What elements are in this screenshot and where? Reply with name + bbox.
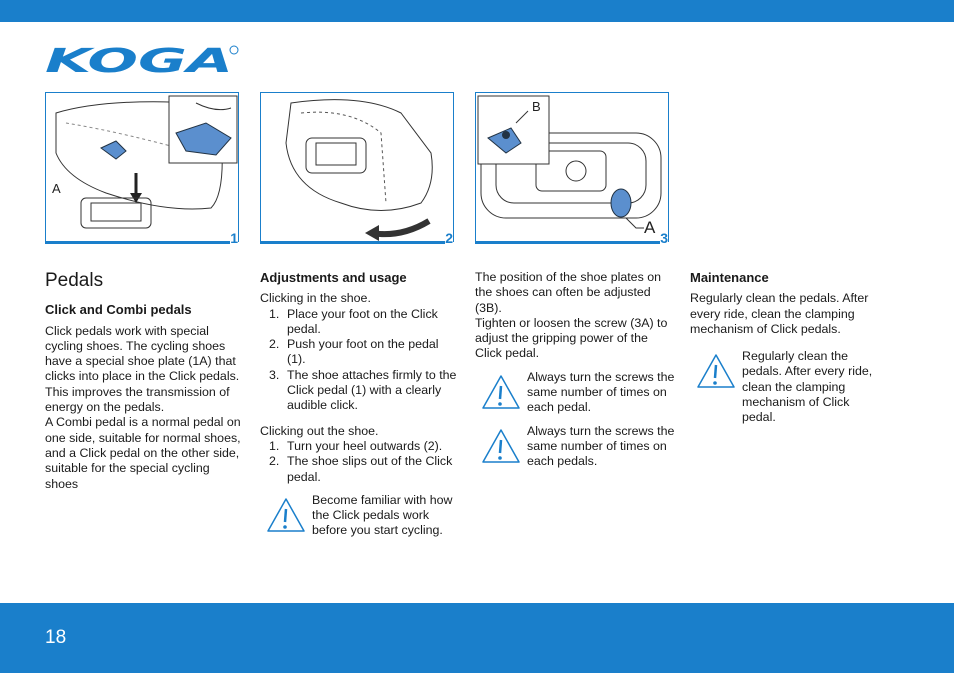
paragraph: Tighten or loosen the screw (3A) to adjust the gripping power of the Click pedal. — [475, 315, 668, 361]
list-item: 1. Place your foot on the Click pedal. — [269, 306, 438, 336]
column-shoe-plates — [475, 270, 675, 470]
paragraph: A Combi pedal is a normal pedal on one side, suitable for normal shoes, and a Click pedal on the other side, suitable for the special cycling shoes — [45, 415, 241, 491]
subsection-title: Click and Combi pedals — [45, 302, 192, 318]
figure-1-number: 1 — [230, 230, 238, 246]
paragraph: The position of the shoe plates on the shoes can often be adjusted (3B). — [475, 270, 661, 315]
list-item: 2. The shoe slips out of the Click pedal. — [269, 454, 453, 484]
svg-text:KOGA: KOGA — [45, 44, 233, 76]
paragraph: Clicking in the shoe. — [260, 291, 371, 306]
koga-logo — [45, 44, 240, 76]
top-bar — [0, 0, 954, 22]
warning-text: Become familiar with how the Click pedals work before you start cycling. — [312, 492, 453, 538]
column-pedals — [45, 270, 245, 492]
shoe-on-pedal-illustration — [46, 93, 238, 241]
warning-icon — [481, 428, 521, 464]
steps-list — [260, 307, 458, 414]
paragraph: Clicking out the shoe. — [260, 423, 379, 438]
warning-note — [475, 424, 675, 470]
footer-bar — [0, 603, 954, 673]
figure-3 — [475, 92, 670, 244]
paragraph: Click pedals work with special cycling shoes. The cycling shoes have a special shoe plate (1A) that clicks into place in the Click pedals. This improves the transmission of energy on the pedals. — [45, 323, 240, 415]
warning-text: Always turn the screws the same number of times on each pedals. — [527, 423, 675, 469]
list-item: 3. The shoe attaches firmly to the Click pedal (1) with a clearly audible click. — [269, 367, 457, 413]
list-item: 2. Push your foot on the pedal (1). — [269, 337, 439, 367]
warning-text: Regularly clean the pedals. After every ride, clean the clamping mechanism of Click pedal. — [742, 349, 873, 425]
section-title: Pedals — [45, 270, 104, 291]
figure-2 — [260, 92, 455, 244]
warning-icon — [696, 353, 736, 389]
subsection-title: Adjustments and usage — [260, 270, 407, 285]
fig1-label-a: A — [52, 181, 61, 196]
warning-icon — [266, 497, 306, 533]
warning-icon — [481, 374, 521, 410]
heel-turn-illustration — [261, 93, 453, 241]
fig3-label-a: A — [644, 218, 656, 237]
subsection-title: Maintenance — [690, 270, 769, 285]
steps-list — [260, 439, 458, 485]
warning-note — [475, 370, 675, 416]
figure-1 — [45, 92, 240, 244]
pedal-adjustment-illustration — [476, 93, 670, 241]
list-item: 1. Turn your heel outwards (2). — [269, 438, 443, 453]
fig3-label-b: B — [532, 99, 541, 114]
warning-text: Always turn the screws the same number of times on each pedal. — [527, 369, 675, 415]
paragraph: Regularly clean the pedals. After every ride, clean the clamping mechanism of Click pedals. — [690, 291, 869, 336]
figure-2-number: 2 — [445, 230, 453, 246]
page-number: 18 — [45, 627, 67, 648]
warning-note — [260, 493, 458, 539]
column-adjustments — [260, 270, 458, 539]
column-maintenance — [690, 270, 885, 426]
figure-3-number: 3 — [660, 230, 668, 246]
warning-note — [690, 349, 885, 425]
